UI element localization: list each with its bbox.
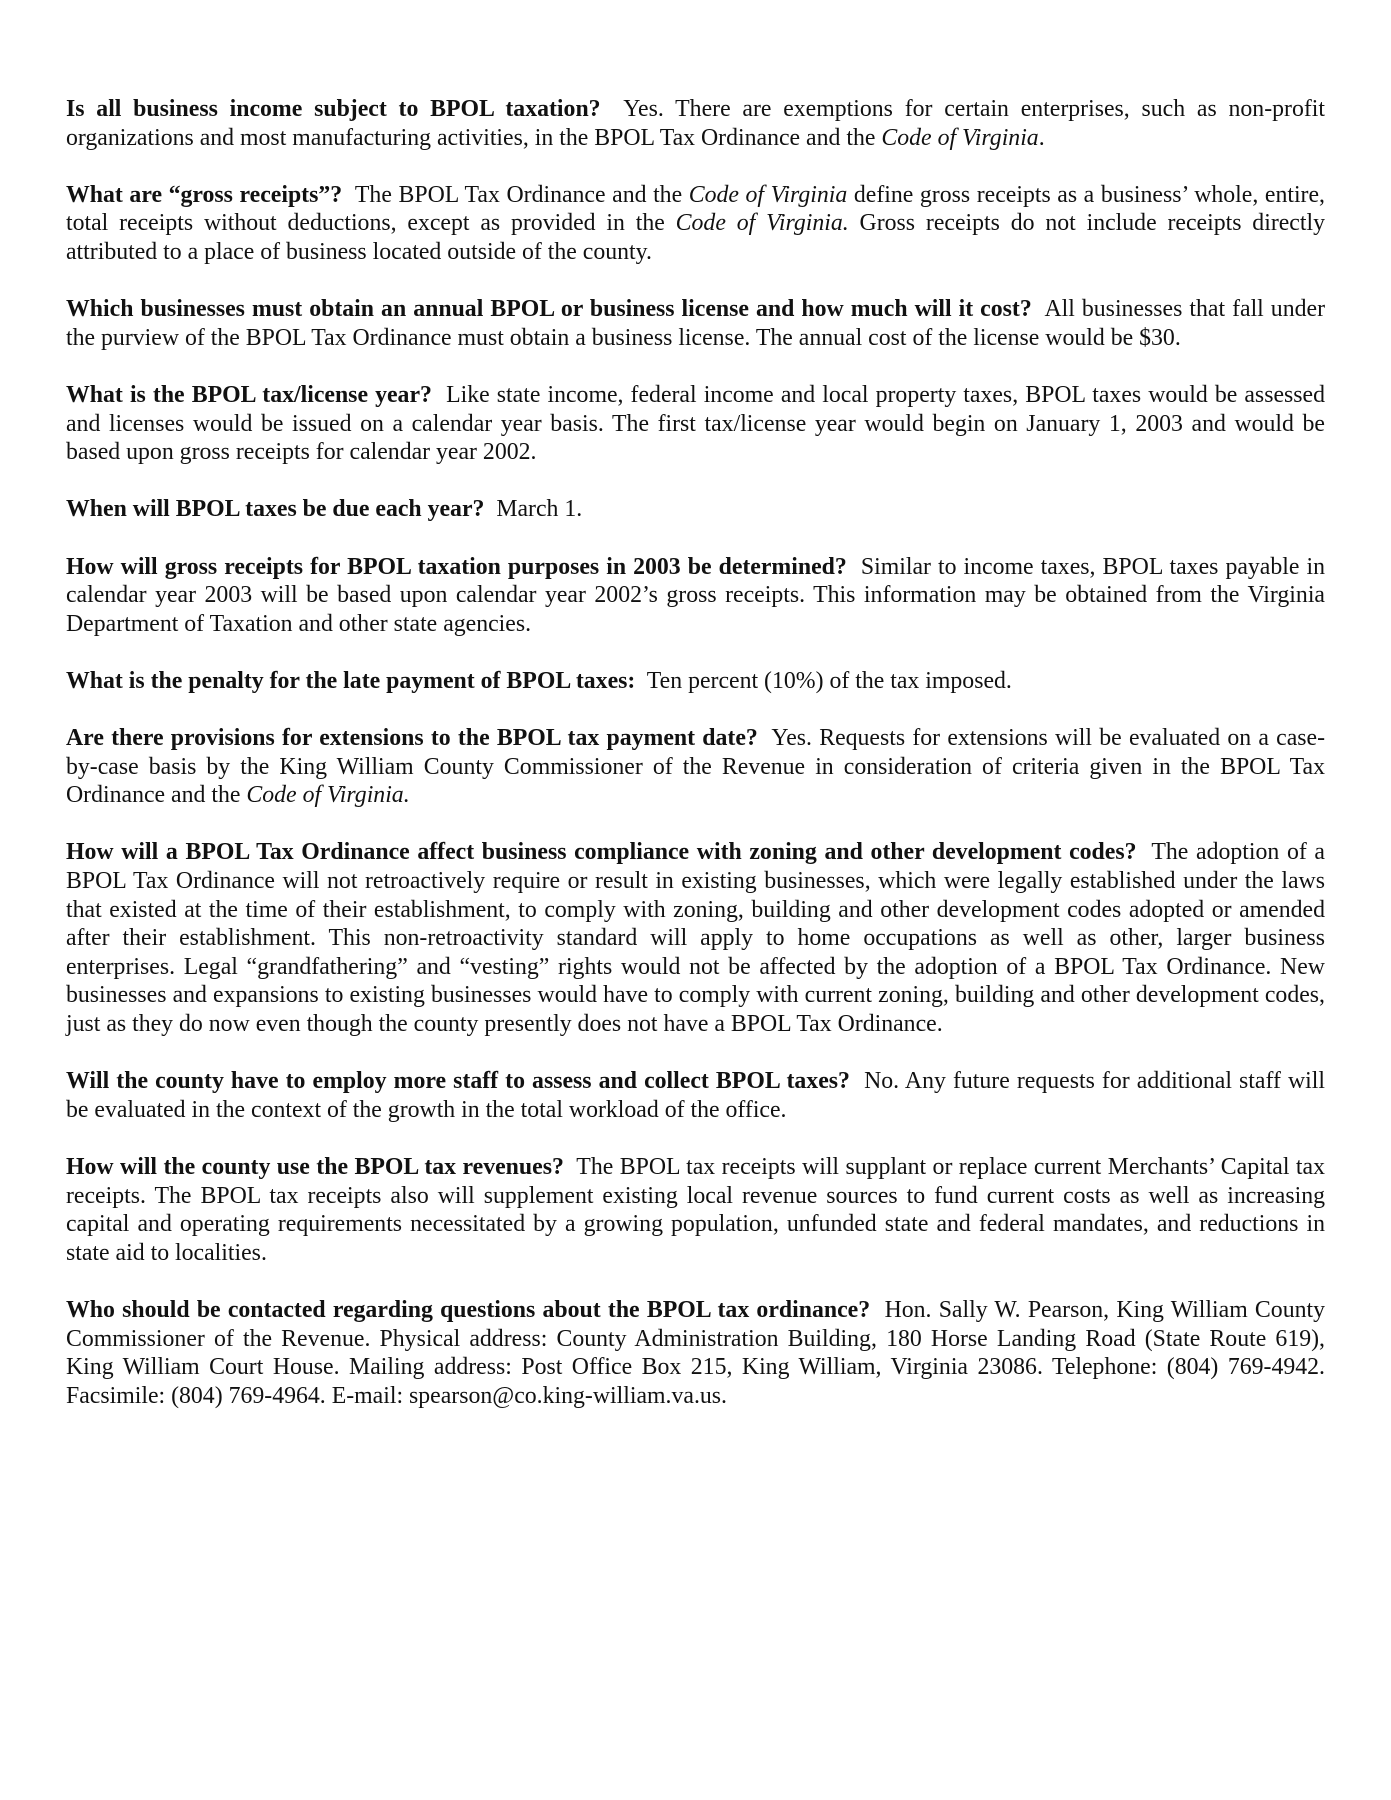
faq-question: Is all business income subject to BPOL taxation? [66, 96, 601, 122]
faq-answer-text: The BPOL Tax Ordinance and the [354, 181, 689, 208]
faq-question: What is the BPOL tax/license year? [66, 381, 432, 408]
faq-answer-text: define gross receipts as a business’ whole, entire, total receipts without deductions, except as provided in the [66, 181, 1325, 237]
faq-item [66, 724, 1325, 810]
faq-item [66, 381, 1325, 467]
faq-answer-text: March 1. [496, 496, 583, 523]
faq-item [66, 95, 1325, 152]
faq-answer [496, 496, 582, 522]
faq-answer-text: Yes. There are exemptions for certain enterprises, such as non-profit organizations and most manufacturing activities, in the BPOL Tax Ordinance and the [66, 96, 1325, 151]
faq-question: Which businesses must obtain an annual BPOL or business license and how much will it cost? [66, 296, 1032, 323]
faq-answer-text: Gross receipts do not include receipts directly attributed to a place of business located outside of the county. [66, 210, 1325, 265]
faq-item [66, 181, 1325, 267]
faq-item [66, 495, 1325, 524]
faq-question: What is the penalty for the late payment of BPOL taxes: [66, 667, 636, 694]
faq-answer-text: All businesses that fall under the purview of the BPOL Tax Ordinance must obtain a business license. The annual cost of the license would be $30. [66, 296, 1325, 351]
faq-item [66, 295, 1325, 352]
faq-answer-italic-text: Code of Virginia [688, 181, 848, 208]
faq-question: Who should be contacted regarding questions about the BPOL tax ordinance? [66, 1296, 871, 1323]
faq-answer [66, 839, 1325, 1037]
faq-question: How will gross receipts for BPOL taxation purposes in 2003 be determined? [66, 553, 847, 580]
faq-question: Are there provisions for extensions to the BPOL tax payment date? [66, 725, 758, 752]
faq-answer-text: Hon. Sally W. Pearson, King William County Commissioner of the Revenue. Physical address: County Administration Building, 180 Horse Landing Road (State Route 619), King William Court House. Mailing address: Post Office Box 215, King William, Virginia 23086. Telephone: (804) 769-4942. Facsimile: (804) 769-4964. E-mail: spearson@co.king-william.va.us. [66, 1296, 1326, 1409]
faq-answer-text: Like state income, federal income and local property taxes, BPOL taxes would be assessed and licenses would be issued on a calendar year basis. The first tax/license year would begin on January 1, 2003 and would be based upon gross receipts for calendar year 2002. [66, 381, 1325, 466]
faq-answer [647, 668, 1012, 694]
faq-answer-text: The BPOL tax receipts will supplant or replace current Merchants’ Capital tax receipts. The BPOL tax receipts also will supplement existing local revenue sources to fund current costs as well as increasing capital and operating requirements necessitated by a growing population, unfunded state and federal mandates, and reductions in state aid to localities. [66, 1153, 1325, 1266]
faq-question: Will the county have to employ more staff to assess and collect BPOL taxes? [66, 1068, 850, 1095]
faq-question: How will a BPOL Tax Ordinance affect business compliance with zoning and other development codes? [66, 839, 1137, 866]
faq-answer-text: No. Any future requests for additional staff will be evaluated in the context of the growth in the total workload of the office. [66, 1068, 1325, 1123]
faq-question: What are “gross receipts”? [66, 181, 343, 208]
faq-answer-text: . [1038, 124, 1045, 151]
faq-question: How will the county use the BPOL tax revenues? [66, 1153, 564, 1180]
faq-answer-italic-text: Code of Virginia. [675, 210, 849, 237]
faq-answer-italic-text: Code of Virginia [881, 124, 1039, 151]
faq-item [66, 1067, 1325, 1124]
faq-answer-text: The adoption of a BPOL Tax Ordinance will not retroactively require or result in existing businesses, which were legally established under the laws that existed at the time of their establishment, to comply with zoning, building and other development codes adopted or amended after their establishment. This non-retroactivity standard will apply to home occupations as well as other, larger business enterprises. Legal “grandfathering” and “vesting” rights would not be affected by the adoption of a BPOL Tax Ordinance. New businesses and expansions to existing businesses would have to comply with current zoning, building and other development codes, just as they do now even though the county presently does not have a BPOL Tax Ordinance. [66, 839, 1325, 1037]
faq-item [66, 838, 1325, 1038]
faq-answer-text: Yes. Requests for extensions will be evaluated on a case-by-case basis by the King William County Commissioner of the Revenue in consideration of criteria given in the BPOL Tax Ordinance and the [66, 725, 1326, 809]
faq-item [66, 553, 1325, 639]
faq-question: When will BPOL taxes be due each year? [66, 496, 485, 523]
faq-answer-italic-text: Code of Virginia. [246, 782, 410, 809]
faq-item [66, 667, 1325, 696]
faq-answer-text: Similar to income taxes, BPOL taxes payable in calendar year 2003 will be based upon calendar year 2002’s gross receipts. This information may be obtained from the Virginia Department of Taxation and other state agencies. [66, 553, 1325, 637]
faq-document [66, 95, 1325, 1439]
faq-item [66, 1153, 1325, 1267]
faq-answer-text: Ten percent (10%) of the tax imposed. [646, 667, 1012, 694]
faq-item [66, 1296, 1325, 1410]
